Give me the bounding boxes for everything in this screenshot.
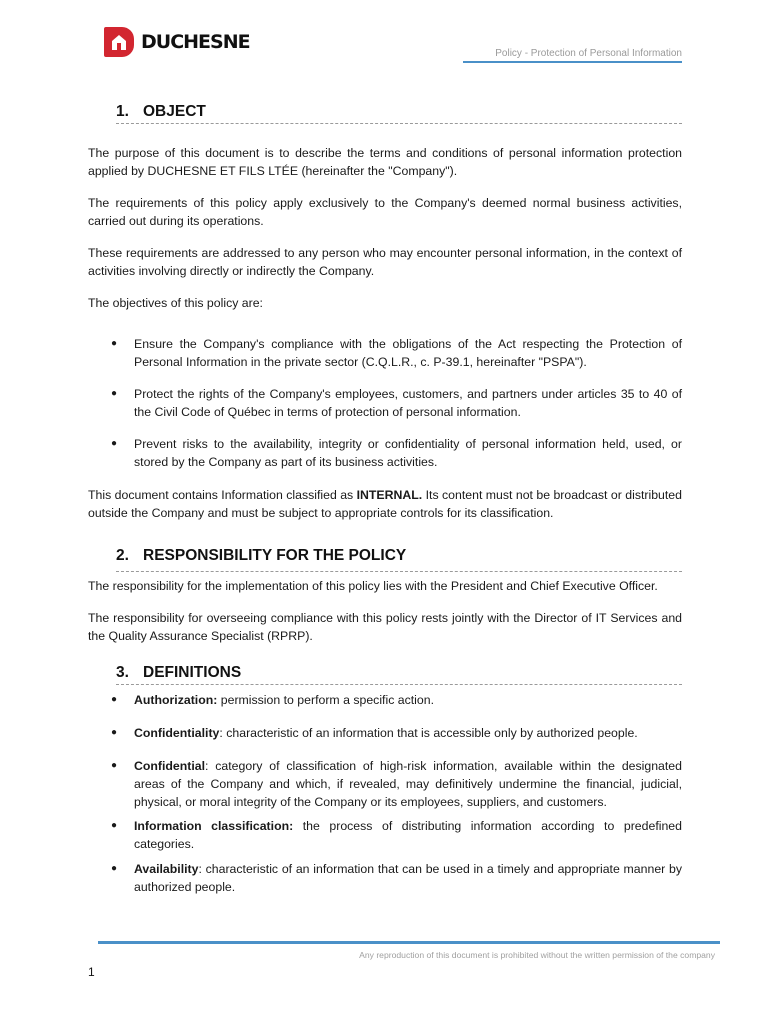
paragraph: The purpose of this document is to describe the terms and conditions of personal information protection applied by DUCHESNE ET FILS LTÉE (hereinafter the "Company"). [88, 146, 682, 178]
paragraph: The responsibility for the implementation of this policy lies with the President and Chief Executive Officer. [88, 579, 658, 593]
company-logo [104, 27, 250, 57]
list-item: ● Protect the rights of the Company's employees, customers, and partners under articles 35 to 40 of the Civil Code of Québec in terms of protection of personal information. [111, 387, 682, 419]
bullet-icon: ● [111, 727, 118, 738]
definitions-list [88, 691, 682, 896]
bullet-icon: ● [111, 863, 118, 874]
paragraph: These requirements are addressed to any person who may encounter personal information, in the context of activities involving directly or indirectly the Company. [88, 246, 682, 278]
list-item: ● Authorization: permission to perform a specific action. [111, 693, 434, 707]
page-number: 1 [88, 965, 95, 979]
list-item: ● Confidentiality: characteristic of an information that is accessible only by authorized people. [111, 726, 638, 740]
bullet-icon: ● [111, 760, 118, 771]
document-body [88, 100, 682, 896]
classification-paragraph: This document contains Information classified as INTERNAL. Its content must not be broadcast or distributed outside the Company and must be subject to appropriate controls for its classification. [88, 488, 682, 520]
section-divider [116, 571, 682, 572]
duchesne-logo-icon [104, 27, 134, 57]
section-heading-responsibility: 2. RESPONSIBILITY FOR THE POLICY [116, 547, 407, 564]
section-divider [116, 123, 682, 124]
footer-notice: Any reproduction of this document is prohibited without the written permission of the company [359, 950, 715, 960]
section-divider [116, 684, 682, 685]
bullet-icon: ● [111, 694, 118, 705]
paragraph: The requirements of this policy apply exclusively to the Company's deemed normal business activities, carried out during its operations. [88, 196, 682, 228]
bullet-icon: ● [111, 338, 118, 349]
document-title: Policy - Protection of Personal Information [495, 48, 682, 59]
section-heading-object: 1. OBJECT [116, 103, 206, 120]
list-item: ● Information classification: the process of distributing information according to predefined categories. [111, 819, 682, 851]
header-divider [463, 61, 682, 63]
brand-name: DUCHESNE [141, 31, 250, 53]
list-item: ● Prevent risks to the availability, integrity or confidentiality of personal information held, used, or stored by the Company as part of its business activities. [111, 437, 682, 469]
paragraph: The responsibility for overseeing compliance with this policy rests jointly with the Director of IT Services and the Quality Assurance Specialist (RPRP). [88, 611, 682, 643]
list-item: ● Availability: characteristic of an information that can be used in a timely and appropriate manner by authorized people. [111, 862, 682, 894]
list-item: ● Confidential: category of classification of high-risk information, available within the designated areas of the Company and which, if revealed, may definitively undermine the financial, judicial, physical, or moral integrity of the Company or its employees, suppliers, and customers. [111, 759, 682, 809]
paragraph: The objectives of this policy are: [88, 296, 263, 310]
bullet-icon: ● [111, 388, 118, 399]
bullet-icon: ● [111, 820, 118, 831]
bullet-icon: ● [111, 438, 118, 449]
section-heading-definitions: 3. DEFINITIONS [116, 664, 242, 681]
footer-divider [98, 941, 720, 944]
objectives-list [88, 335, 682, 471]
list-item: ● Ensure the Company's compliance with the obligations of the Act respecting the Protection of Personal Information in the private sector (C.Q.L.R., c. P-39.1, hereinafter "PSPA"). [111, 337, 682, 369]
